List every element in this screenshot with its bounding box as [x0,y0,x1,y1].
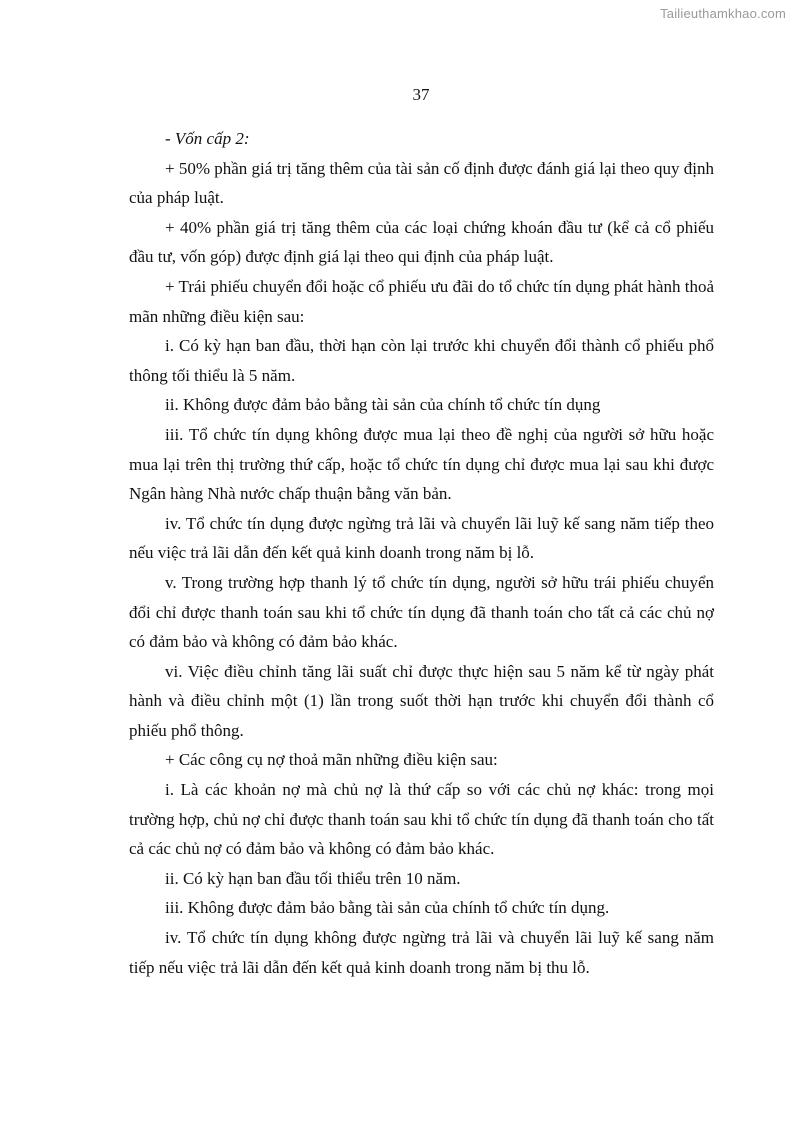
paragraph: + Các công cụ nợ thoả mãn những điều kiện sau: [165,750,498,770]
watermark-text: Tailieuthamkhao.com [660,6,786,21]
page-number: 37 [412,85,430,104]
paragraph: ii. Có kỳ hạn ban đầu tối thiểu trên 10 năm. [165,868,461,888]
paragraph: i. Là các khoản nợ mà chủ nợ là thứ cấp so với các chủ nợ khác: trong mọi trường hợp, chủ nợ chỉ được thanh toán sau khi tổ chức tín dụng đã thanh toán cho tất cả các chủ nợ có đảm bảo và không có đảm bảo khác. [129,780,714,859]
paragraph: vi. Việc điều chỉnh tăng lãi suất chỉ được thực hiện sau 5 năm kể từ ngày phát hành và điều chỉnh một (1) lần trong suốt thời hạn trước khi chuyển đổi thành cổ phiếu phổ thông. [129,661,714,740]
paragraph: iv. Tổ chức tín dụng không được ngừng trả lãi và chuyển lãi luỹ kế sang năm tiếp nếu việc trả lãi dẫn đến kết quả kinh doanh trong năm bị thu lỗ. [129,928,714,977]
paragraph: + 50% phần giá trị tăng thêm của tài sản cố định được đánh giá lại theo quy định của pháp luật. [129,158,714,208]
paragraph: v. Trong trường hợp thanh lý tổ chức tín dụng, người sở hữu trái phiếu chuyển đổi chỉ được thanh toán sau khi tổ chức tín dụng đã thanh toán cho tất cả các chủ nợ có đảm bảo và không có đảm bảo khác. [129,572,714,652]
paragraph: i. Có kỳ hạn ban đầu, thời hạn còn lại trước khi chuyển đổi thành cổ phiếu phổ thông tối thiểu là 5 năm. [129,336,714,385]
paragraph: + Trái phiếu chuyển đổi hoặc cổ phiếu ưu đãi do tổ chức tín dụng phát hành thoả mãn những điều kiện sau: [129,276,714,326]
paragraph: ii. Không được đảm bảo bằng tài sản của chính tổ chức tín dụng [165,395,601,415]
paragraph: + 40% phần giá trị tăng thêm của các loại chứng khoán đầu tư (kể cả cổ phiếu đầu tư, vốn góp) được định giá lại theo qui định của pháp luật. [129,217,714,267]
document-body [129,124,714,982]
paragraph: iv. Tổ chức tín dụng được ngừng trả lãi và chuyển lãi luỹ kế sang năm tiếp theo nếu việc trả lãi dẫn đến kết quả kinh doanh trong năm bị lỗ. [129,513,714,563]
paragraph: iii. Không được đảm bảo bằng tài sản của chính tổ chức tín dụng. [165,898,610,918]
section-heading: - Vốn cấp 2: [165,129,250,148]
paragraph: iii. Tổ chức tín dụng không được mua lại theo đề nghị của người sở hữu hoặc mua lại trên thị trường thứ cấp, hoặc tổ chức tín dụng chỉ được mua lại sau khi được Ngân hàng Nhà nước chấp thuận bằng văn bản. [129,424,714,504]
